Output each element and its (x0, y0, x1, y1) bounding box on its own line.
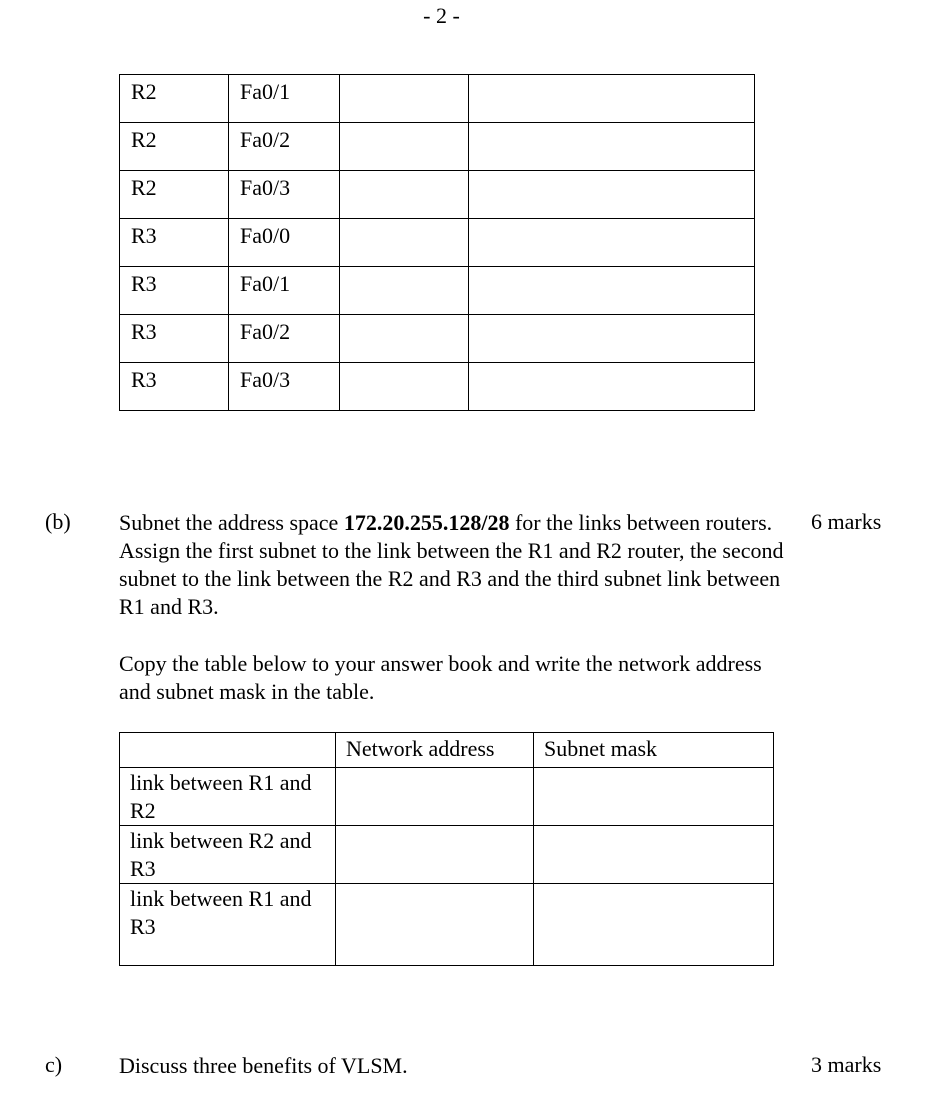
mask-cell (534, 826, 774, 884)
link-cell: link between R2 and R3 (120, 826, 336, 884)
table-row (120, 768, 774, 826)
mask-cell (534, 884, 774, 966)
question-c-label: c) (45, 1052, 63, 1077)
table-row (120, 123, 755, 171)
router-cell: R3 (120, 219, 229, 267)
empty-cell (340, 267, 469, 315)
table-row (120, 75, 755, 123)
subnet-table (119, 732, 774, 966)
table-row (120, 826, 774, 884)
empty-cell (469, 363, 755, 411)
interface-cell: Fa0/1 (229, 267, 340, 315)
interface-cell: Fa0/2 (229, 123, 340, 171)
empty-cell (469, 267, 755, 315)
table-row (120, 267, 755, 315)
empty-cell (469, 75, 755, 123)
table-header-row (120, 733, 774, 768)
router-cell: R2 (120, 171, 229, 219)
table-row (120, 884, 774, 966)
table-row (120, 363, 755, 411)
empty-cell (340, 171, 469, 219)
empty-cell (340, 363, 469, 411)
empty-cell (469, 219, 755, 267)
interface-cell: Fa0/2 (229, 315, 340, 363)
empty-cell (469, 315, 755, 363)
empty-cell (340, 75, 469, 123)
address-space: 172.20.255.128/28 (343, 510, 510, 535)
empty-cell (340, 123, 469, 171)
table-row (120, 171, 755, 219)
question-b-text (119, 509, 789, 621)
empty-cell (340, 219, 469, 267)
interface-table (119, 74, 755, 411)
question-b-text-post: for the links between routers. Assign the first subnet to the link between the R1 and R2 router, the second subnet to the link between the R2 and R3 and the third subnet link between R1 and R3. (119, 510, 784, 619)
mask-cell (534, 768, 774, 826)
empty-cell (340, 315, 469, 363)
network-cell (336, 826, 534, 884)
question-b-marks: 6 marks (811, 509, 882, 534)
link-cell: link between R1 and R2 (120, 768, 336, 826)
question-b-text-pre: Subnet the address space (119, 510, 344, 535)
header-network-address: Network address (336, 733, 534, 768)
network-cell (336, 884, 534, 966)
question-c-text: Discuss three benefits of VLSM. (119, 1053, 408, 1078)
router-cell: R2 (120, 75, 229, 123)
router-cell: R3 (120, 363, 229, 411)
interface-cell: Fa0/3 (229, 171, 340, 219)
question-c-marks: 3 marks (811, 1052, 882, 1077)
network-cell (336, 768, 534, 826)
router-cell: R2 (120, 123, 229, 171)
router-cell: R3 (120, 267, 229, 315)
question-b-label: (b) (45, 509, 71, 534)
table-row (120, 315, 755, 363)
empty-cell (469, 123, 755, 171)
interface-cell: Fa0/1 (229, 75, 340, 123)
page-number: - 2 - (423, 3, 460, 28)
router-cell: R3 (120, 315, 229, 363)
header-cell-blank (120, 733, 336, 768)
interface-cell: Fa0/3 (229, 363, 340, 411)
question-b-instruction: Copy the table below to your answer book and write the network address and subnet mask in the table. (119, 651, 762, 704)
link-cell: link between R1 and R3 (120, 884, 336, 966)
header-subnet-mask: Subnet mask (534, 733, 774, 768)
interface-cell: Fa0/0 (229, 219, 340, 267)
table-row (120, 219, 755, 267)
empty-cell (469, 171, 755, 219)
